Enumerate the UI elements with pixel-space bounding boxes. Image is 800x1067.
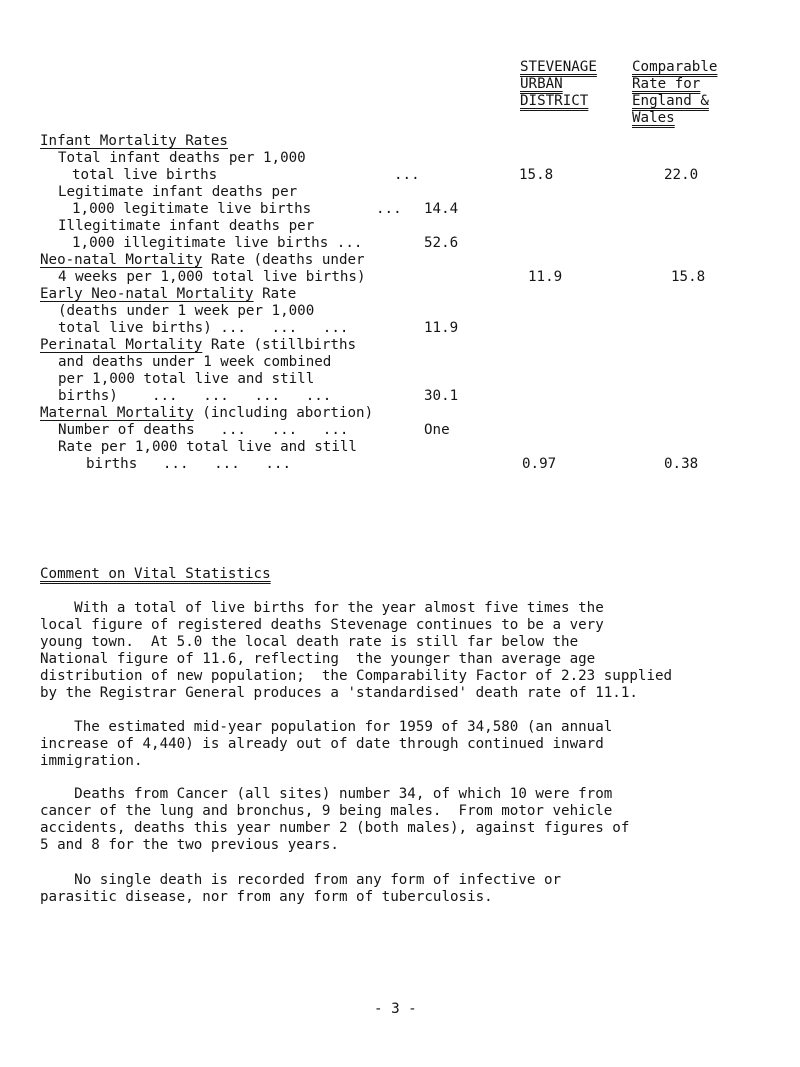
- total-infant-label-2: total live births: [72, 167, 218, 183]
- perinatal-line-4: births) ... ... ... ...: [58, 388, 332, 404]
- early-neonatal-heading-rest: Rate: [253, 286, 297, 302]
- total-infant-dots: ...: [394, 167, 420, 183]
- perinatal-line-3: per 1,000 total live and still: [58, 371, 315, 387]
- maternal-rate-label-1: Rate per 1,000 total live and still: [58, 439, 357, 455]
- infant-mortality-heading: Infant Mortality Rates: [40, 133, 228, 149]
- col-comparable-line4: Wales: [632, 110, 675, 126]
- perinatal-line-1: [40, 337, 356, 354]
- total-infant-england-value: 22.0: [664, 167, 699, 183]
- neonatal-england-value: 15.8: [671, 269, 706, 285]
- comment-p3-line: Deaths from Cancer (all sites) number 34, of which 10 were from: [40, 786, 613, 802]
- maternal-rate-stevenage-value: 0.97: [522, 456, 557, 472]
- perinatal-line-2: and deaths under 1 week combined: [58, 354, 332, 370]
- maternal-heading-rest: (including abortion): [193, 405, 374, 421]
- comment-p1-line: local figure of registered deaths Stevenage continues to be a very: [40, 617, 604, 633]
- col-stevenage-line3: DISTRICT: [520, 93, 589, 109]
- comment-p1-line: by the Registrar General produces a 'standardised' death rate of 11.1.: [40, 685, 638, 701]
- comment-p4-line: parasitic disease, nor from any form of tuberculosis.: [40, 889, 493, 905]
- comment-p2-line: increase of 4,440) is already out of date through continued inward: [40, 736, 604, 752]
- maternal-line-1: [40, 405, 373, 422]
- early-neonatal-value: 11.9: [424, 320, 459, 336]
- comment-p1-line: With a total of live births for the year almost five times the: [40, 600, 604, 616]
- col-stevenage-line1: STEVENAGE: [520, 59, 597, 75]
- comment-p2-line: immigration.: [40, 753, 143, 769]
- early-neonatal-heading: Early Neo-natal Mortality: [40, 286, 254, 302]
- maternal-number-value: One: [424, 422, 450, 438]
- neonatal-heading-rest: Rate (deaths under: [202, 252, 365, 268]
- maternal-heading: Maternal Mortality: [40, 405, 194, 421]
- illegitimate-value: 52.6: [424, 235, 459, 251]
- maternal-number-label: Number of deaths ... ... ...: [58, 422, 349, 438]
- perinatal-heading: Perinatal Mortality: [40, 337, 203, 353]
- maternal-rate-england-value: 0.38: [664, 456, 699, 472]
- neonatal-line-2: 4 weeks per 1,000 total live births): [58, 269, 366, 285]
- comment-p1-line: National figure of 11.6, reflecting the younger than average age: [40, 651, 596, 667]
- neonatal-line-1: [40, 252, 365, 269]
- comment-p4-line: No single death is recorded from any form of infective or: [40, 872, 562, 888]
- legitimate-label-2: 1,000 legitimate live births: [72, 201, 312, 217]
- comment-p3-line: 5 and 8 for the two previous years.: [40, 837, 339, 853]
- early-neonatal-line-3: total live births) ... ... ...: [58, 320, 349, 336]
- early-neonatal-line-2: (deaths under 1 week per 1,000: [58, 303, 315, 319]
- col-comparable-line1: Comparable: [632, 59, 718, 75]
- neonatal-heading: Neo-natal Mortality: [40, 252, 203, 268]
- legitimate-value: 14.4: [424, 201, 459, 217]
- col-comparable-line3: England &: [632, 93, 709, 109]
- total-infant-label-1: Total infant deaths per 1,000: [58, 150, 306, 166]
- comment-p2-line: The estimated mid-year population for 1959 of 34,580 (an annual: [40, 719, 613, 735]
- comment-p3-line: cancer of the lung and bronchus, 9 being males. From motor vehicle: [40, 803, 613, 819]
- total-infant-stevenage-value: 15.8: [519, 167, 554, 183]
- maternal-rate-label-2: births ... ... ...: [86, 456, 291, 472]
- illegitimate-label-1: Illegitimate infant deaths per: [58, 218, 315, 234]
- comment-p3-line: accidents, deaths this year number 2 (both males), against figures of: [40, 820, 630, 836]
- page-number: - 3 -: [374, 1001, 417, 1017]
- comment-heading: Comment on Vital Statistics: [40, 566, 271, 582]
- neonatal-stevenage-value: 11.9: [528, 269, 563, 285]
- perinatal-heading-rest: Rate (stillbirths: [202, 337, 357, 353]
- illegitimate-label-2: 1,000 illegitimate live births ...: [72, 235, 363, 251]
- col-stevenage-line2: URBAN: [520, 76, 563, 92]
- early-neonatal-line-1: [40, 286, 296, 303]
- comment-p1-line: distribution of new population; the Comparability Factor of 2.23 supplied: [40, 668, 673, 684]
- comment-p1-line: young town. At 5.0 the local death rate is still far below the: [40, 634, 579, 650]
- perinatal-value: 30.1: [424, 388, 459, 404]
- legitimate-label-1: Legitimate infant deaths per: [58, 184, 298, 200]
- col-comparable-line2: Rate for: [632, 76, 701, 92]
- legitimate-dots: ...: [376, 201, 402, 217]
